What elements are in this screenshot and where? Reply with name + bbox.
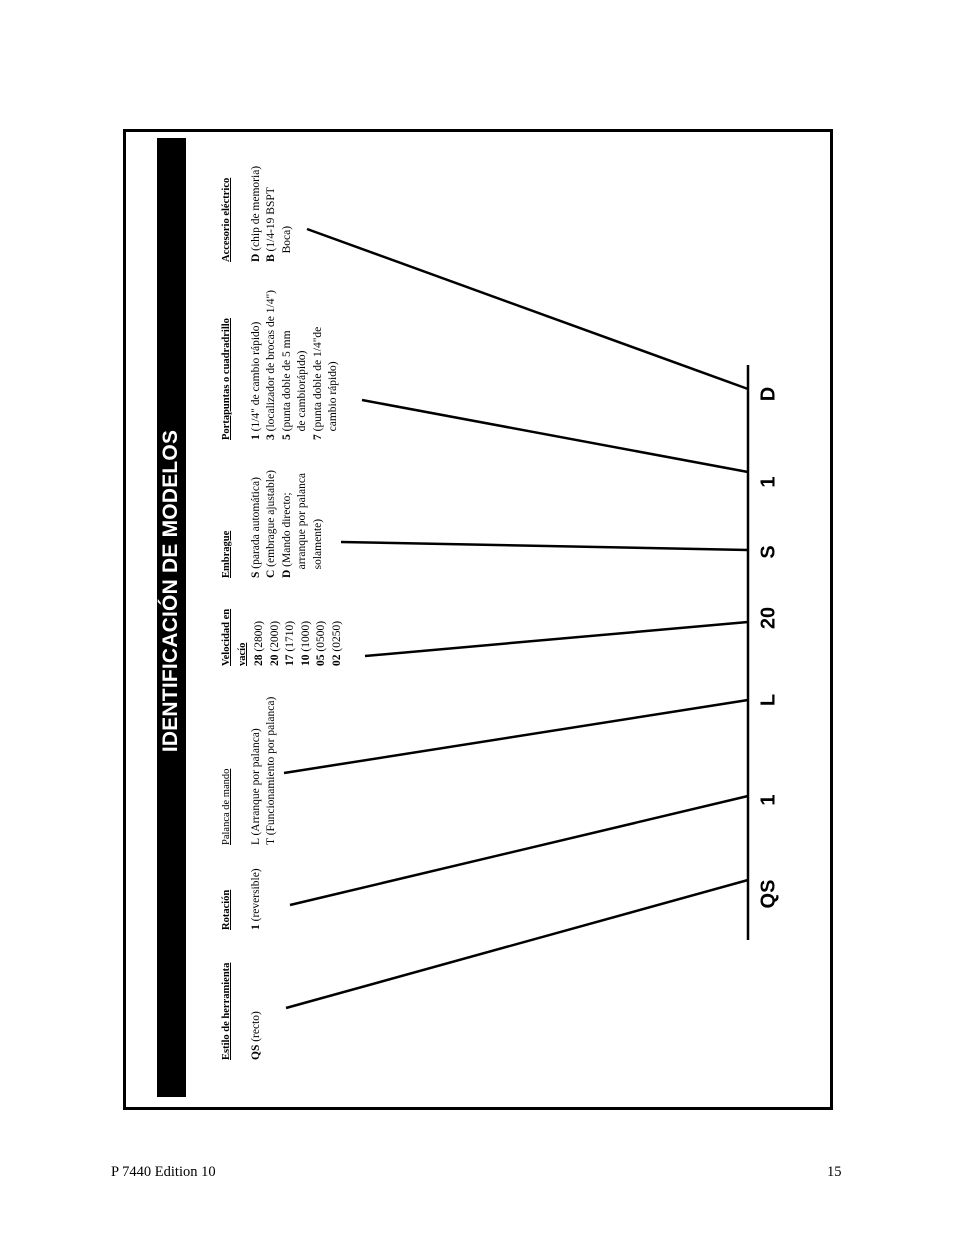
connector-electrical-accessory bbox=[307, 229, 748, 389]
list-item: B (1/4-19 BSPT bbox=[265, 187, 277, 262]
list-item: 1 (1/4" de cambio rápido) bbox=[249, 321, 262, 440]
column-header-2: vacío bbox=[236, 642, 248, 666]
connector-clutch bbox=[341, 542, 748, 550]
code-segment-bit-holder: 1 bbox=[757, 476, 780, 488]
list-item: solamente) bbox=[311, 518, 324, 578]
list-item: arranque por palanca bbox=[296, 472, 308, 578]
code-segment-tool-style: QS bbox=[757, 879, 780, 909]
column-header: Velocidad en bbox=[221, 608, 232, 666]
list-item: 20 (2000) bbox=[268, 620, 281, 666]
list-item: 7 (punta doble de 1/4"de bbox=[311, 326, 324, 440]
code-segment-free-speed: 20 bbox=[757, 606, 780, 630]
list-item: de cambiorápido) bbox=[296, 350, 308, 440]
footer-page-number: 15 bbox=[827, 1164, 842, 1180]
list-item: S (parada automática) bbox=[249, 477, 262, 578]
footer-doc-id: P 7440 Edition 10 bbox=[111, 1164, 216, 1180]
column-header: Accesorio eléctrico bbox=[221, 177, 232, 262]
list-item: L (Arranque por palanca) bbox=[249, 728, 262, 845]
list-item: 05 (0500) bbox=[315, 620, 327, 666]
column-header: Embrague bbox=[221, 530, 232, 578]
connector-throttle bbox=[284, 700, 748, 773]
connector-bit-holder bbox=[362, 400, 748, 472]
list-item: 02 (0250) bbox=[330, 620, 343, 666]
list-item: T (Funcionamiento por palanca) bbox=[265, 696, 277, 845]
column-header: Portapuntas o cuadradrillo bbox=[221, 318, 232, 440]
list-item: 28 (2800) bbox=[253, 620, 265, 666]
list-item: cambio rápido) bbox=[327, 361, 339, 440]
list-item: 10 (1000) bbox=[299, 620, 312, 666]
connector-tool-style bbox=[286, 880, 748, 1008]
list-item: C (embrague ajustable) bbox=[265, 470, 277, 578]
column-header: Estilo de herramienta bbox=[221, 962, 232, 1060]
column-header: Palanca de mando bbox=[221, 768, 232, 845]
code-segment-throttle: L bbox=[757, 693, 780, 707]
list-item: 5 (punta doble de 5 mm bbox=[280, 330, 293, 440]
code-segment-rotation: 1 bbox=[757, 794, 780, 806]
connector-rotation bbox=[290, 796, 748, 905]
list-item: 3 (localizador de brocas de 1/4") bbox=[265, 290, 277, 440]
code-segment-electrical-accessory: D bbox=[757, 386, 780, 402]
column-header: Rotación bbox=[221, 889, 232, 930]
list-item: QS (recto) bbox=[249, 1011, 262, 1060]
connector-free-speed bbox=[365, 622, 748, 656]
list-item: D (chip de memoria) bbox=[249, 165, 262, 262]
list-item: D (Mando directo; bbox=[280, 492, 293, 578]
list-item: Boca) bbox=[280, 225, 293, 262]
list-item: 17 (1710) bbox=[284, 620, 296, 666]
page-title: IDENTIFICACIÓN DE MODELOS bbox=[159, 429, 182, 753]
list-item: 1 (reversible) bbox=[249, 868, 262, 930]
code-segment-clutch: S bbox=[757, 545, 780, 559]
